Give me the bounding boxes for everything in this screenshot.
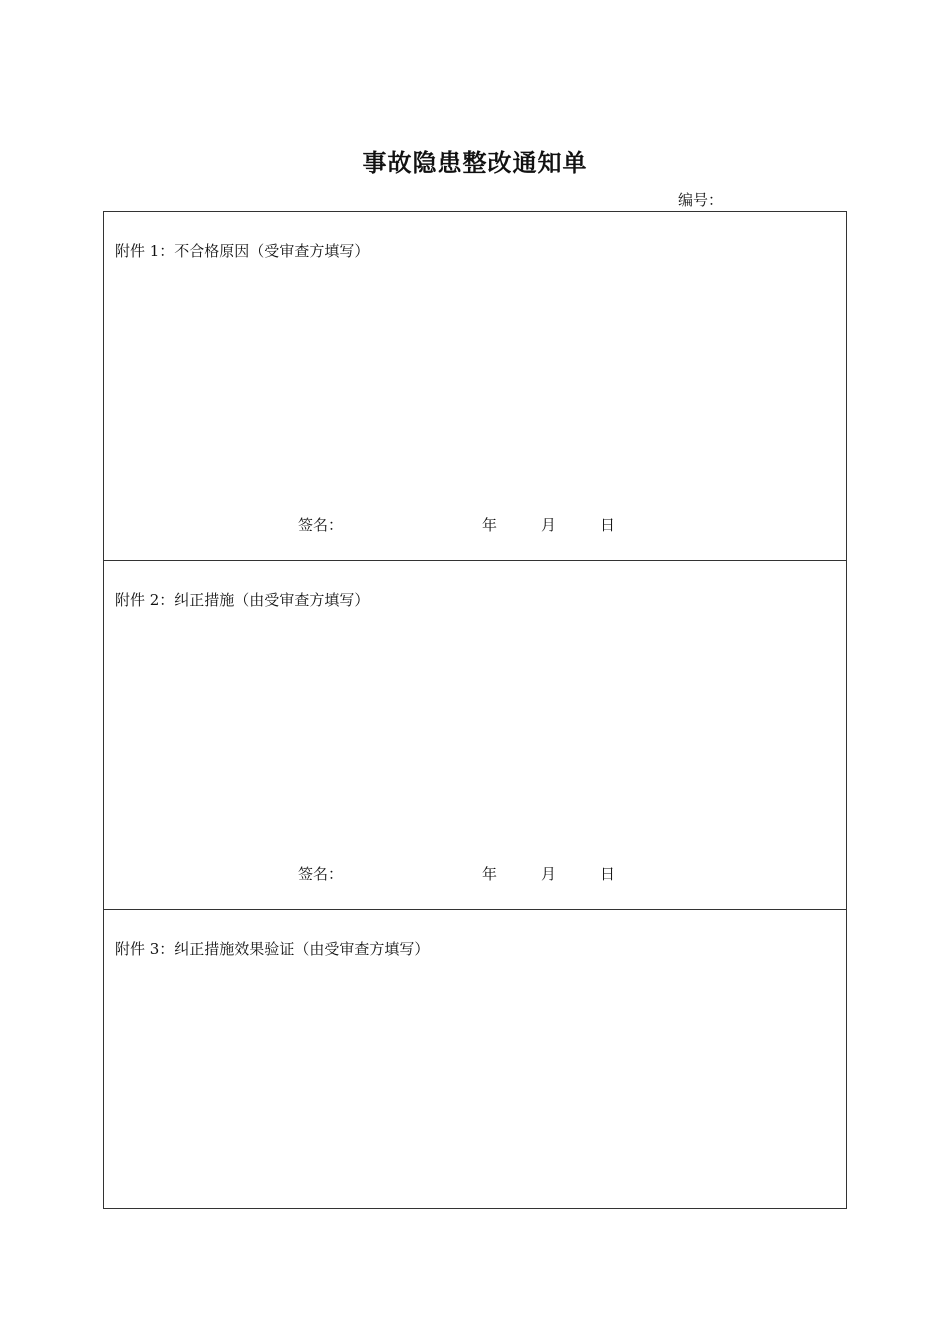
section-1-label: 附件 1：不合格原因（受审查方填写） (115, 242, 370, 260)
rectification-form-table (103, 211, 847, 1209)
date-day-label: 日 (600, 865, 616, 883)
section-corrective-measures[interactable] (104, 561, 846, 910)
date-month-label: 月 (541, 516, 557, 534)
section-3-label: 附件 3：纠正措施效果验证（由受审查方填写） (115, 940, 430, 958)
section-2-label: 附件 2：纠正措施（由受审查方填写） (115, 591, 370, 609)
section-nonconformity-reason[interactable] (104, 212, 846, 561)
page-title: 事故隐患整改通知单 (362, 149, 588, 177)
section-effectiveness-verification[interactable] (104, 910, 846, 1208)
signature-label: 签名： (298, 516, 344, 534)
date-day-label: 日 (600, 516, 616, 534)
date-year-label: 年 (482, 865, 498, 883)
date-year-label: 年 (482, 516, 498, 534)
date-month-label: 月 (541, 865, 557, 883)
document-number-label: 编号： (678, 191, 724, 209)
signature-label: 签名： (298, 865, 344, 883)
